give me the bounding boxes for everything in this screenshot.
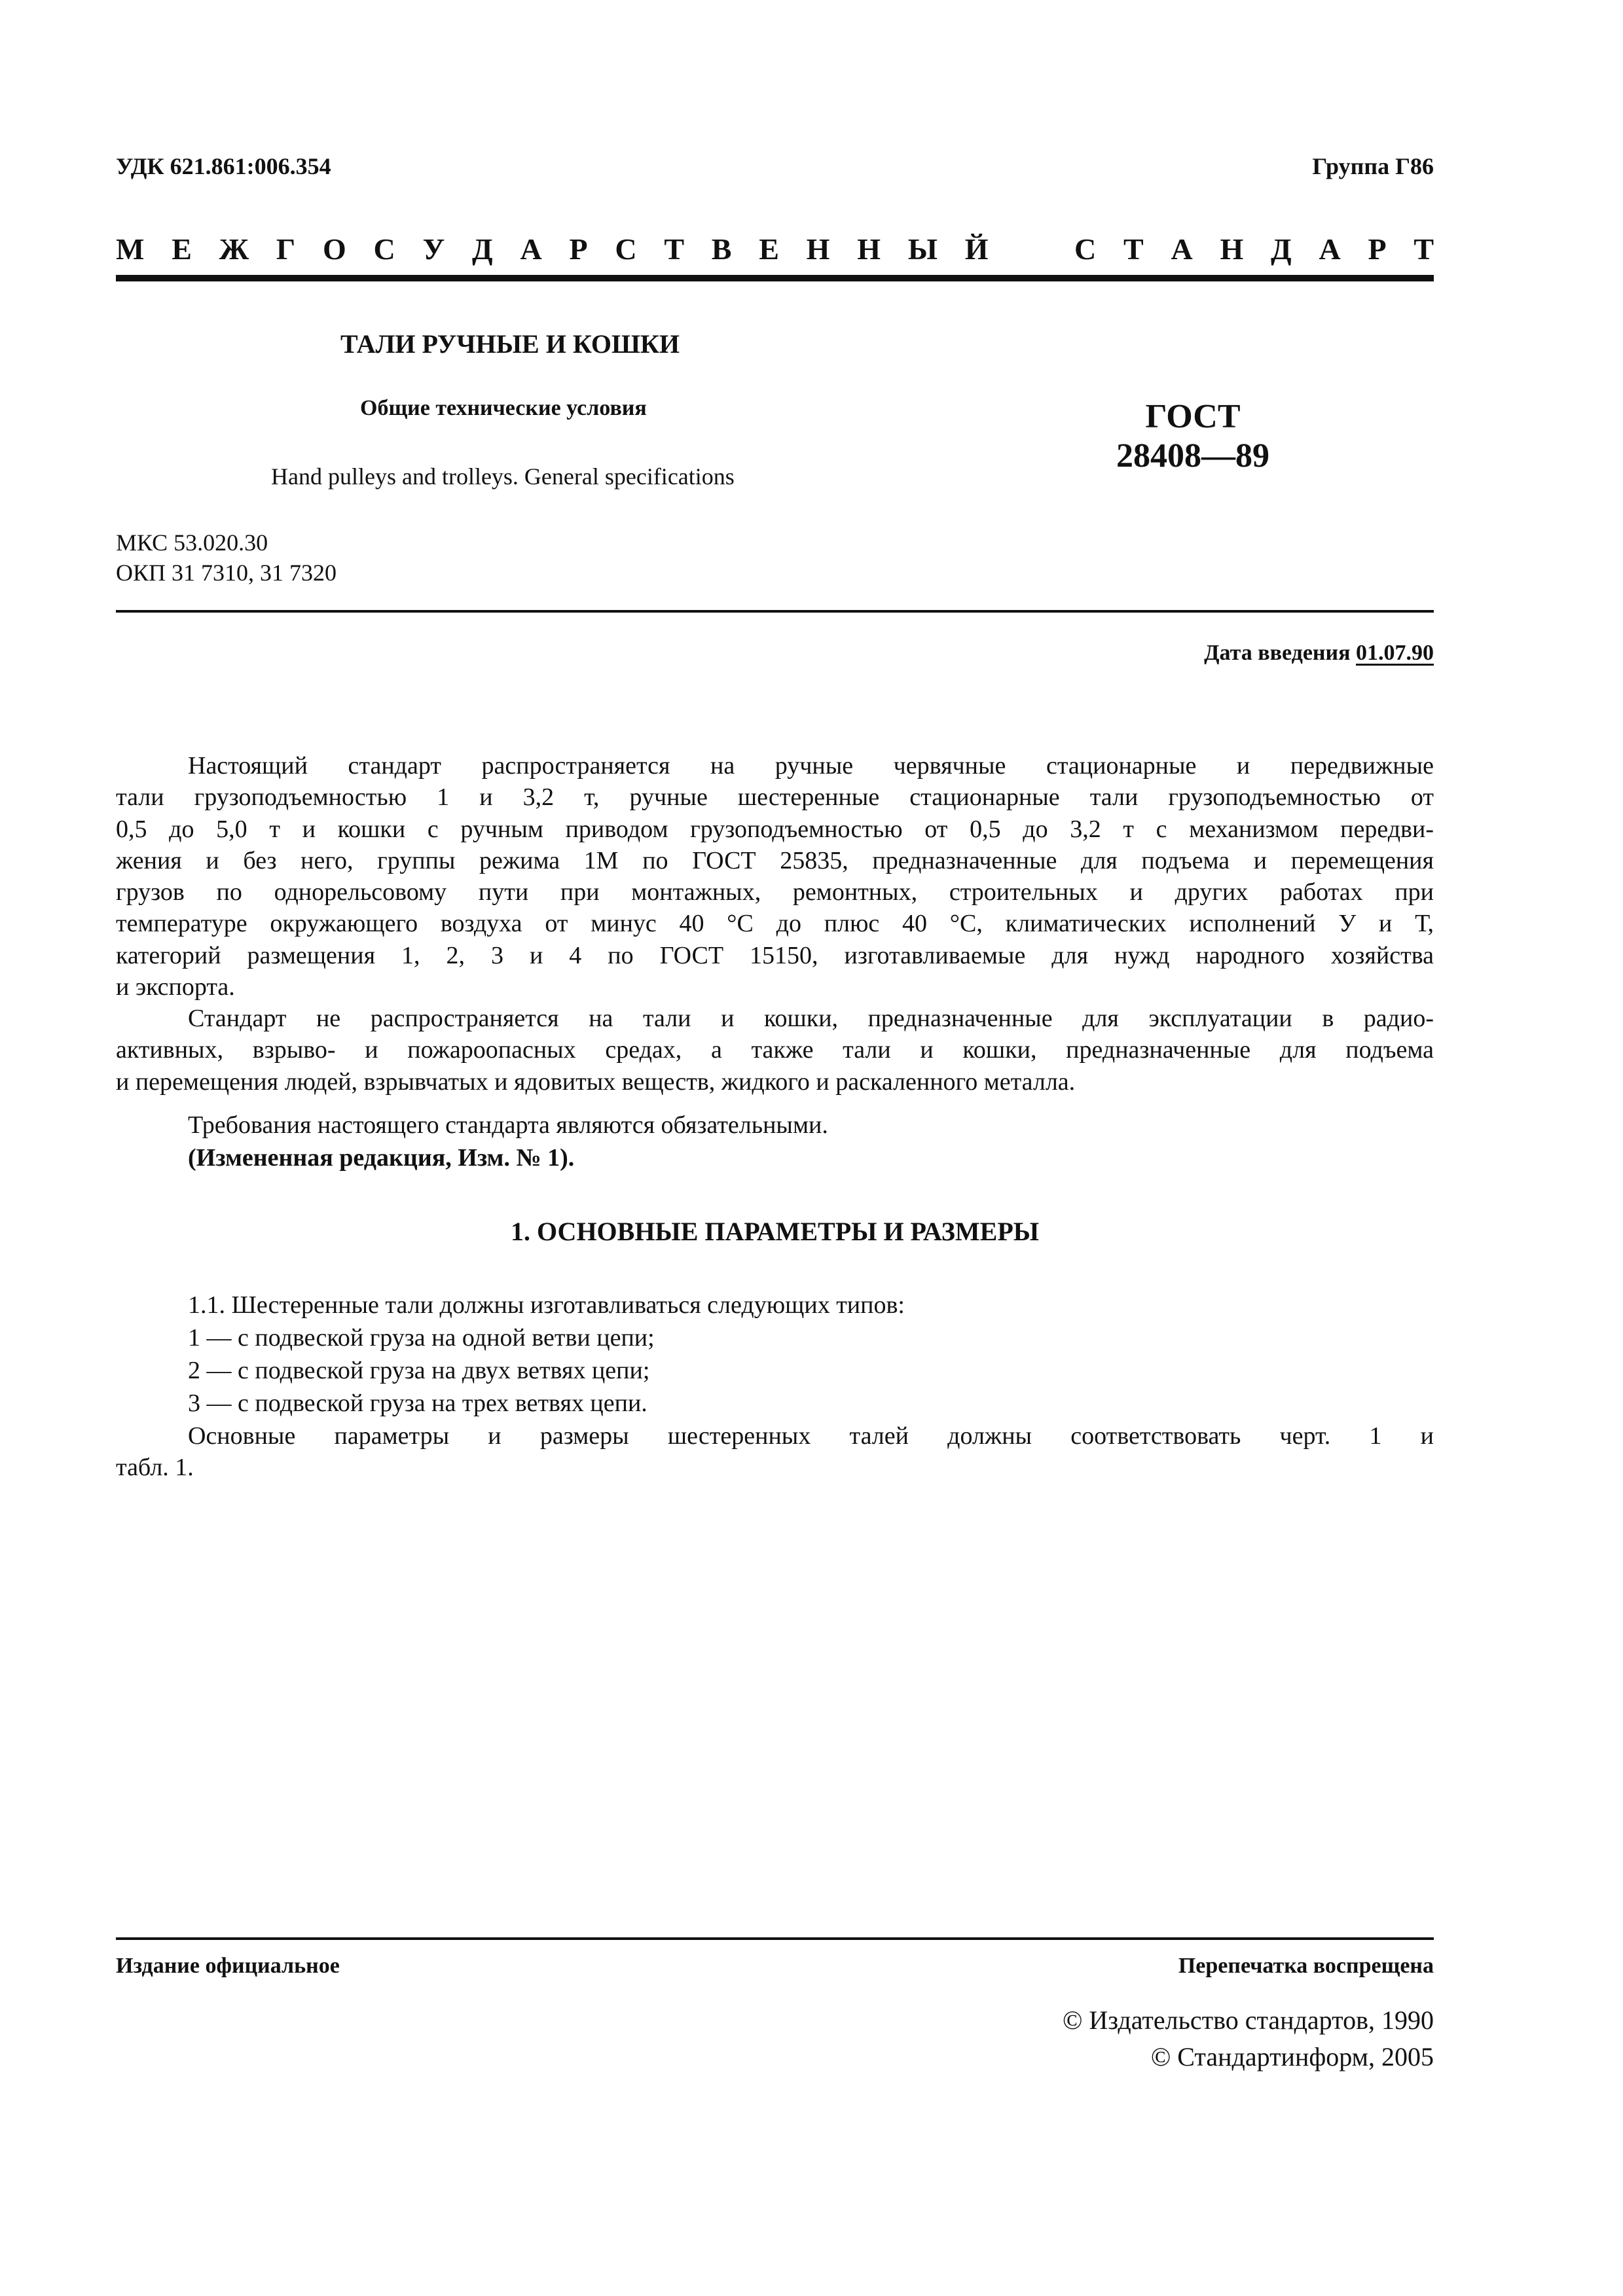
- scope-paragraph: [116, 750, 1434, 1003]
- paragraph-line: активных, взрыво- и пожароопасных средах, а также тали и кошки, предназначенные для подъема: [116, 1036, 1434, 1064]
- paragraph-line: Основные параметры и размеры шестеренных талей должны соответствовать черт. 1 и: [188, 1422, 1434, 1450]
- paragraph-line: Настоящий стандарт распространяется на ручные червячные стационарные и передвижные: [188, 752, 1434, 780]
- banner-letter: Д: [472, 232, 493, 266]
- banner-letter: А: [520, 232, 542, 266]
- exclusion-paragraph: [116, 1003, 1434, 1098]
- okp-code: ОКП 31 7310, 31 7320: [116, 560, 337, 586]
- introduction-date-label: Дата введения: [1204, 641, 1356, 665]
- banner-letter: О: [322, 232, 346, 266]
- mandatory-paragraph: [116, 1109, 1434, 1141]
- mks-code: МКС 53.020.30: [116, 529, 268, 556]
- paragraph-line: (Измененная редакция, Изм. № 1).: [188, 1144, 575, 1172]
- banner-letter: Р: [1368, 232, 1387, 266]
- document-subtitle: Общие технические условия: [360, 396, 647, 420]
- banner-letter: В: [711, 232, 732, 266]
- paragraph-line: табл. 1.: [116, 1454, 194, 1482]
- banner-letter: А: [1319, 232, 1341, 266]
- clause-1-1: [116, 1289, 1434, 1321]
- footer-divider: [116, 1937, 1434, 1940]
- list-item: 3 — с подвеской груза на трех ветвях цепи.: [188, 1390, 647, 1417]
- banner-letter: Ы: [907, 232, 938, 266]
- banner-letter: Ж: [219, 232, 249, 266]
- banner-letter: Н: [806, 232, 830, 266]
- reprint-prohibited-label: Перепечатка воспрещена: [1178, 1954, 1434, 1978]
- banner-letter: Е: [172, 232, 192, 266]
- introduction-date: [1204, 639, 1434, 668]
- banner-letter: Т: [1413, 232, 1434, 266]
- list-item: 2 — с подвеской груза на двух ветвях цепи;: [188, 1357, 650, 1384]
- banner-letter: Е: [759, 232, 779, 266]
- paragraph-line: жения и без него, группы режима 1М по ГОСТ 25835, предназначенные для подъема и перемещения: [116, 846, 1434, 874]
- interstate-standard-banner: [116, 229, 1434, 268]
- introduction-date-value: 01.07.90: [1356, 641, 1434, 665]
- banner-letter: Д: [1271, 232, 1292, 266]
- paragraph-line: и экспорта.: [116, 973, 235, 1001]
- banner-letter: У: [422, 232, 445, 266]
- paragraph-line: тали грузоподъемностью 1 и 3,2 т, ручные шестеренные стационарные тали грузоподъемностью от: [116, 783, 1434, 812]
- english-title: Hand pulleys and trolleys. General specifications: [271, 463, 735, 490]
- banner-letter: Т: [1123, 232, 1144, 266]
- paragraph-line: Требования настоящего стандарта являются обязательными.: [188, 1111, 828, 1139]
- paragraph-line: 1.1. Шестеренные тали должны изготавливаться следующих типов:: [188, 1291, 905, 1319]
- official-edition-label: Издание официальное: [116, 1954, 340, 1978]
- amendment-note: [116, 1142, 1434, 1174]
- paragraph-line: грузов по однорельсовому пути при монтажных, ремонтных, строительных и других работах при: [116, 878, 1434, 906]
- parameters-paragraph: [116, 1420, 1434, 1484]
- banner-letter: Й: [964, 232, 989, 266]
- paragraph-line: 0,5 до 5,0 т и кошки с ручным приводом грузоподъемностью от 0,5 до 3,2 т с механизмом передви-: [116, 815, 1434, 843]
- paragraph-line: Стандарт не распространяется на тали и кошки, предназначенные для эксплуатации в радио-: [188, 1005, 1434, 1032]
- header-divider: [116, 610, 1434, 613]
- banner-letter: Н: [857, 232, 881, 266]
- copyright-line: © Издательство стандартов, 1990: [1062, 2005, 1434, 2035]
- section-1-heading: 1. ОСНОВНЫЕ ПАРАМЕТРЫ И РАЗМЕРЫ: [510, 1217, 1040, 1246]
- banner-letter: Н: [1220, 232, 1244, 266]
- header-thick-rule: [116, 275, 1434, 281]
- banner-letter: Г: [276, 232, 296, 266]
- document-title: ТАЛИ РУЧНЫЕ И КОШКИ: [340, 329, 680, 359]
- list-item: 1 — с подвеской груза на одной ветви цепи;: [188, 1324, 655, 1352]
- banner-letter: С: [615, 232, 637, 266]
- udk-code: УДК 621.861:006.354: [116, 153, 331, 179]
- paragraph-line: категорий размещения 1, 2, 3 и 4 по ГОСТ 15150, изготавливаемые для нужд народного хозяйства: [116, 941, 1434, 969]
- copyright-line: © Стандартинформ, 2005: [1150, 2042, 1434, 2072]
- banner-letter: М: [116, 232, 145, 266]
- gost-number: 28408—89: [1116, 437, 1269, 475]
- banner-letter: Т: [664, 232, 684, 266]
- banner-letter: Р: [569, 232, 588, 266]
- banner-letter: С: [373, 232, 395, 266]
- gost-label: ГОСТ: [1145, 398, 1241, 435]
- group-code: Группа Г86: [1312, 153, 1434, 179]
- banner-letter: А: [1171, 232, 1193, 266]
- paragraph-line: температуре окружающего воздуха от минус 40 °С до плюс 40 °С, климатических исполнений У и Т,: [116, 910, 1434, 938]
- banner-letter: С: [1074, 232, 1097, 266]
- paragraph-line: и перемещения людей, взрывчатых и ядовитых веществ, жидкого и раскаленного металла.: [116, 1067, 1076, 1096]
